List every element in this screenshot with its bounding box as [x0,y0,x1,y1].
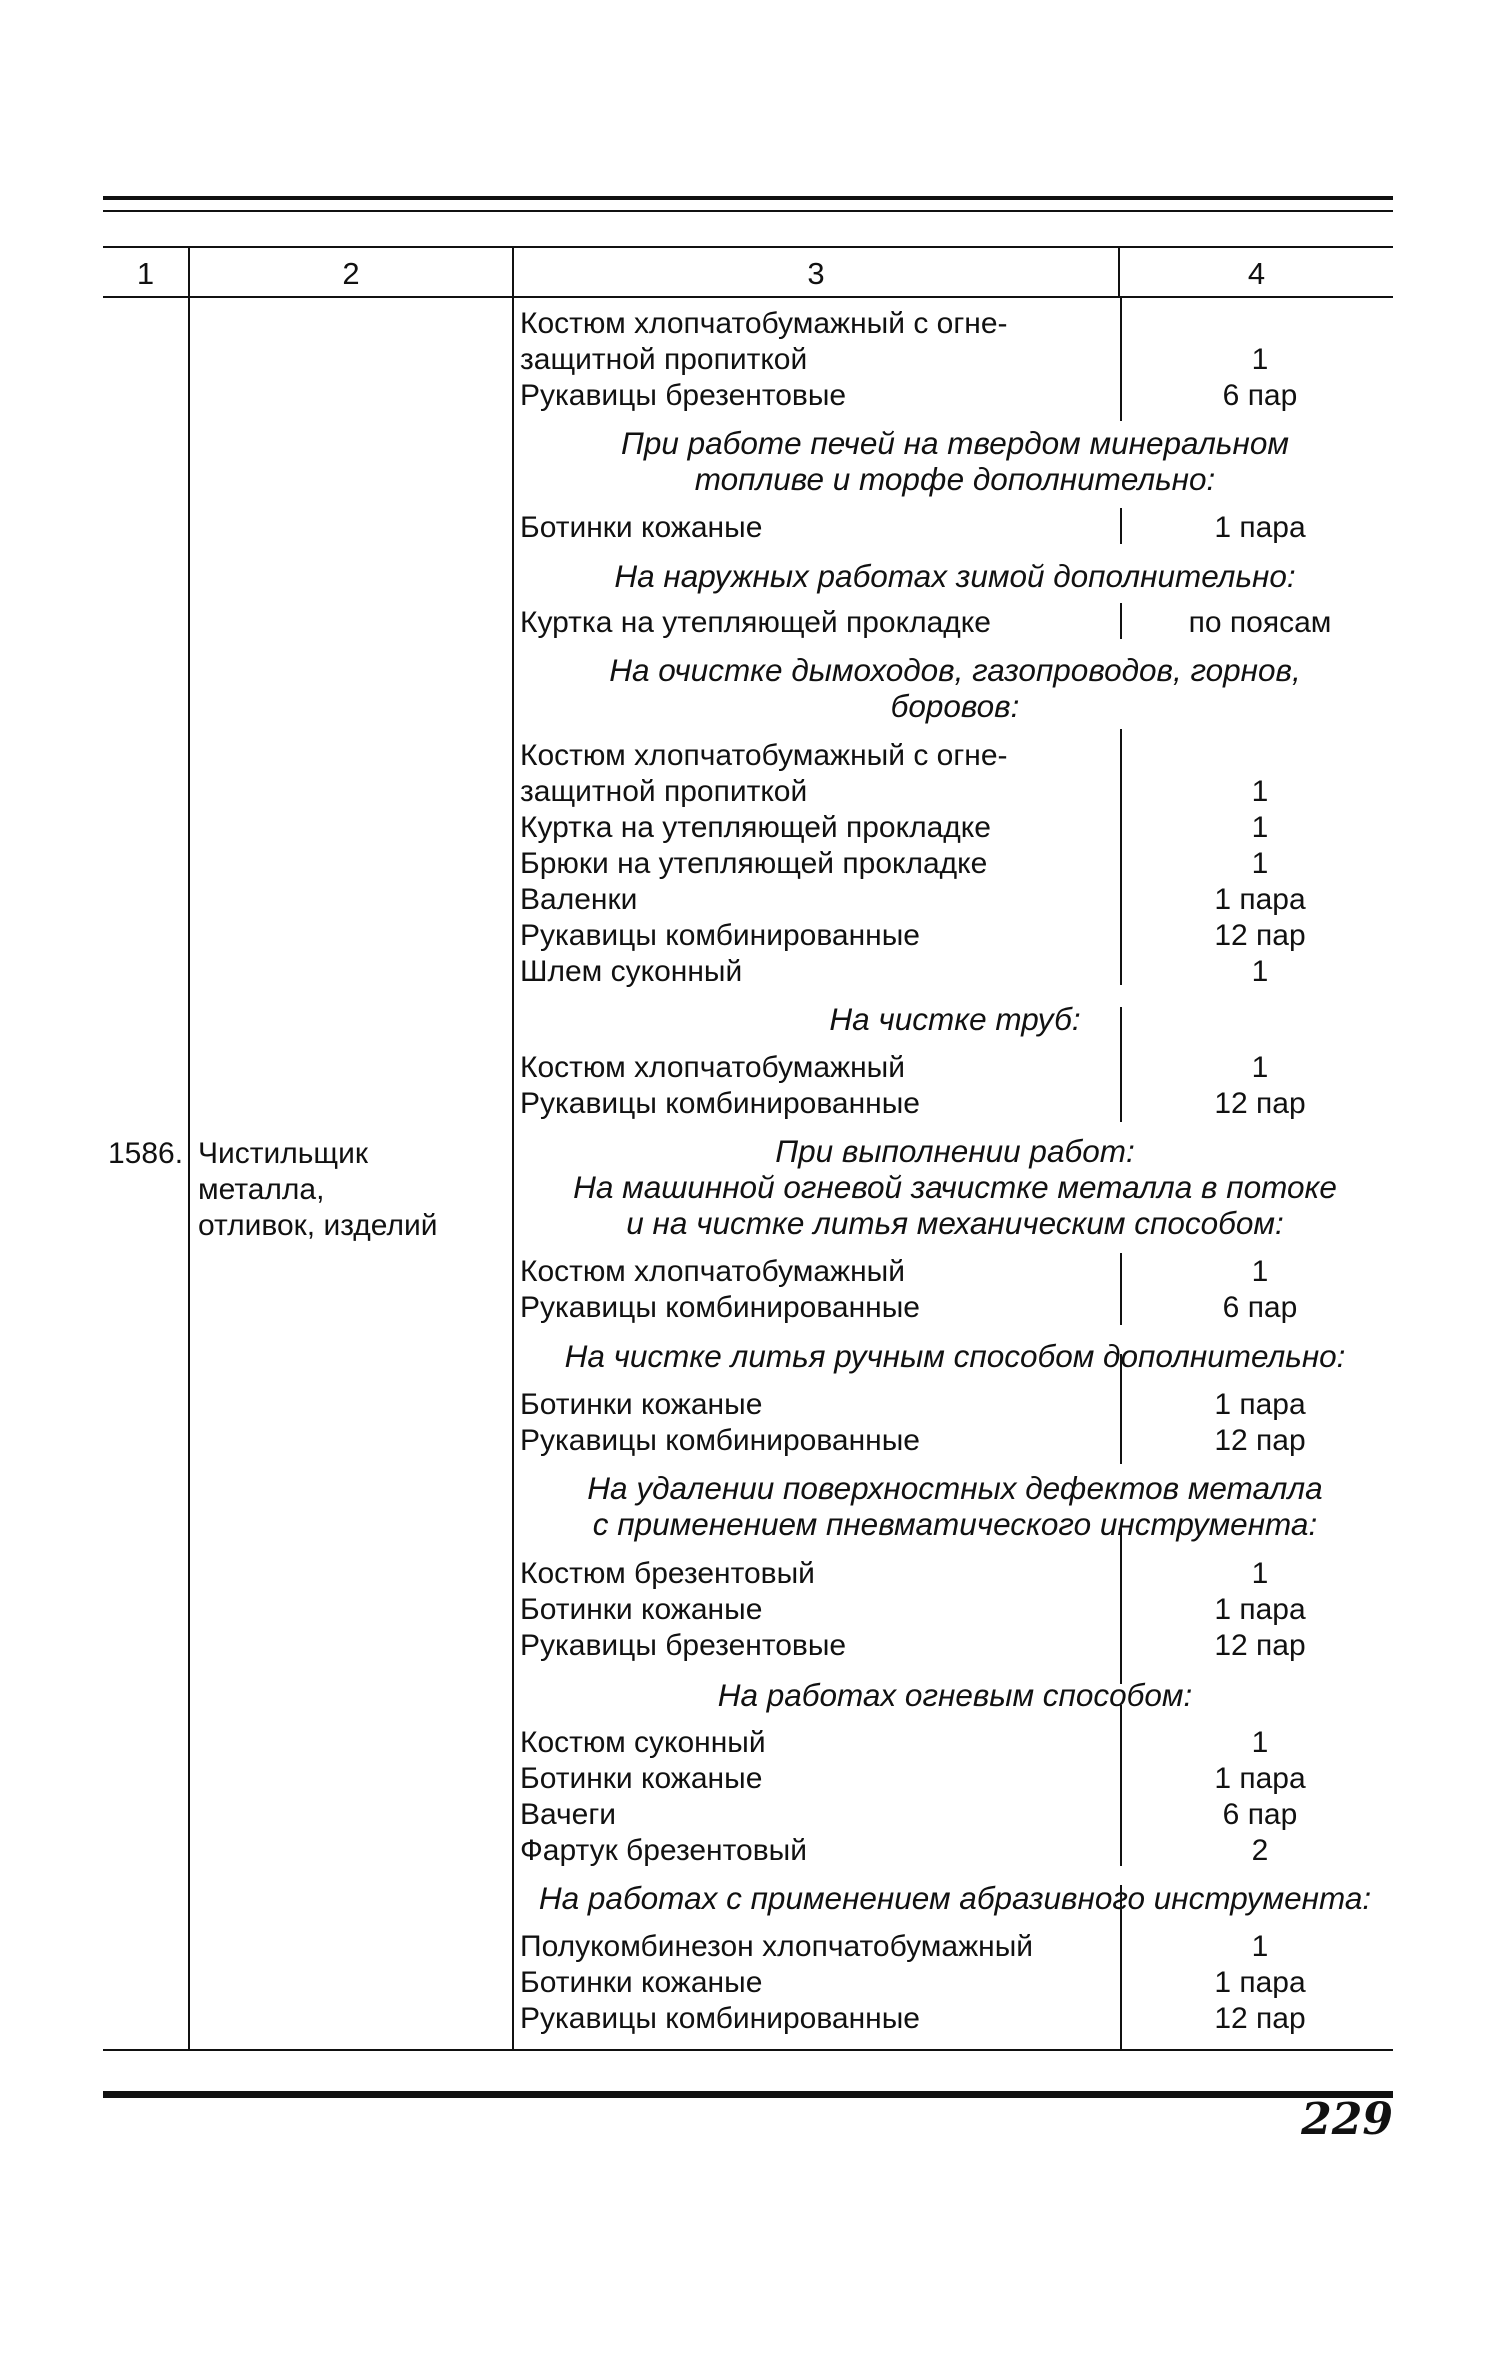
item-name: Брюки на утепляющей прокладке [520,847,988,880]
item-name: Ботинки кожаные [520,511,763,544]
section-heading: На чистке литья ручным способом дополнительно: [564,1338,1346,1374]
entry-number: 1586. [108,1137,184,1170]
item-qty: 1 [1251,955,1269,988]
item-qty: 6 пар [1222,1798,1298,1831]
item-qty: 12 пар [1214,1629,1306,1662]
item-qty: 12 пар [1214,2002,1306,2035]
header-bottom-rule [103,296,1393,298]
item-name: Фартук брезентовый [520,1834,807,1867]
item-qty: 1 [1251,1726,1269,1759]
section-heading: На работах с применением абразивного инструмента: [538,1880,1372,1916]
item-name: Костюм хлопчатобумажный с огне- [520,739,1008,772]
item-name: Рукавицы брезентовые [520,379,847,412]
profession-line-2: металла, [198,1173,325,1206]
item-name: Костюм хлопчатобумажный [520,1255,905,1288]
qty-divider [1120,603,1122,639]
item-qty: 6 пар [1222,1291,1298,1324]
section-heading: с применением пневматического инструмента: [592,1506,1318,1542]
item-qty: 1 [1251,1557,1269,1590]
item-qty: 1 [1251,775,1269,808]
section-heading: На удалении поверхностных дефектов металла [587,1470,1323,1506]
col-divider-1 [188,246,190,2051]
item-qty: 1 [1251,343,1269,376]
qty-divider [1120,1253,1122,1325]
section-heading: На работах огневым способом: [717,1677,1193,1713]
top-rule-thick [103,196,1393,200]
section-heading: На машинной огневой зачистке металла в потоке [573,1169,1337,1205]
top-rule-thin [103,210,1393,212]
item-name: Рукавицы комбинированные [520,1087,920,1120]
item-name: Рукавицы брезентовые [520,1629,847,1662]
item-name: Костюм суконный [520,1726,766,1759]
page-number: 229 [1301,2094,1393,2145]
item-qty: 6 пар [1222,379,1298,412]
item-name: защитной пропиткой [520,775,808,808]
item-name: Полукомбинезон хлопчатобумажный [520,1930,1034,1963]
item-qty: 1 пара [1214,1388,1306,1421]
qty-divider [1120,729,1122,985]
item-qty: 1 [1251,1255,1269,1288]
item-name: Ботинки кожаные [520,1593,763,1626]
table-bottom-rule [103,2049,1393,2051]
item-qty: 12 пар [1214,919,1306,952]
item-name: Куртка на утепляющей прокладке [520,606,991,639]
item-name: Ботинки кожаные [520,1762,763,1795]
qty-divider [1120,1705,1122,1866]
header-top-rule [103,246,1393,248]
item-qty: по поясам [1188,606,1332,639]
item-qty: 1 пара [1214,883,1306,916]
section-heading: боровов: [890,688,1020,724]
item-name: защитной пропиткой [520,343,808,376]
item-qty: 2 [1251,1834,1269,1867]
item-qty: 12 пар [1214,1424,1306,1457]
item-qty: 1 [1251,1051,1269,1084]
item-name: Шлем суконный [520,955,743,988]
section-heading: На наружных работах зимой дополнительно: [614,558,1296,594]
header-col-4: 4 [1247,256,1266,291]
qty-divider [1120,508,1122,544]
item-name: Рукавицы комбинированные [520,2002,920,2035]
item-name: Рукавицы комбинированные [520,919,920,952]
item-name: Костюм хлопчатобумажный с огне- [520,307,1008,340]
item-name: Ботинки кожаные [520,1966,763,1999]
section-heading: и на чистке литья механическим способом: [626,1205,1284,1241]
qty-divider [1120,298,1122,421]
item-name: Рукавицы комбинированные [520,1291,920,1324]
header-col-1: 1 [136,256,155,291]
item-name: Ботинки кожаные [520,1388,763,1421]
header-col-2: 2 [342,256,360,291]
item-qty: 1 пара [1214,1593,1306,1626]
item-qty: 1 [1251,1930,1269,1963]
item-qty: 12 пар [1214,1087,1306,1120]
profession-line-3: отливок, изделий [198,1209,438,1242]
section-heading: При выполнении работ: [775,1133,1135,1169]
section-heading: На чистке труб: [829,1001,1081,1037]
item-qty: 1 [1251,847,1269,880]
item-qty: 1 пара [1214,1762,1306,1795]
item-qty: 1 пара [1214,511,1306,544]
item-name: Валенки [520,883,638,916]
header-col-3: 3 [807,256,825,291]
section-heading: На очистке дымоходов, газопроводов, горнов, [609,652,1301,688]
bottom-rule [103,2091,1393,2098]
item-qty: 1 пара [1214,1966,1306,1999]
item-name: Куртка на утепляющей прокладке [520,811,991,844]
item-name: Вачеги [520,1798,617,1831]
item-name: Рукавицы комбинированные [520,1424,920,1457]
item-name: Костюм брезентовый [520,1557,815,1590]
section-heading: топливе и торфе дополнительно: [694,461,1216,497]
qty-divider [1120,1525,1122,1684]
item-name: Костюм хлопчатобумажный [520,1051,905,1084]
item-qty: 1 [1251,811,1269,844]
profession-line-1: Чистильщик [198,1137,368,1170]
section-heading: При работе печей на твердом минеральном [621,425,1289,461]
